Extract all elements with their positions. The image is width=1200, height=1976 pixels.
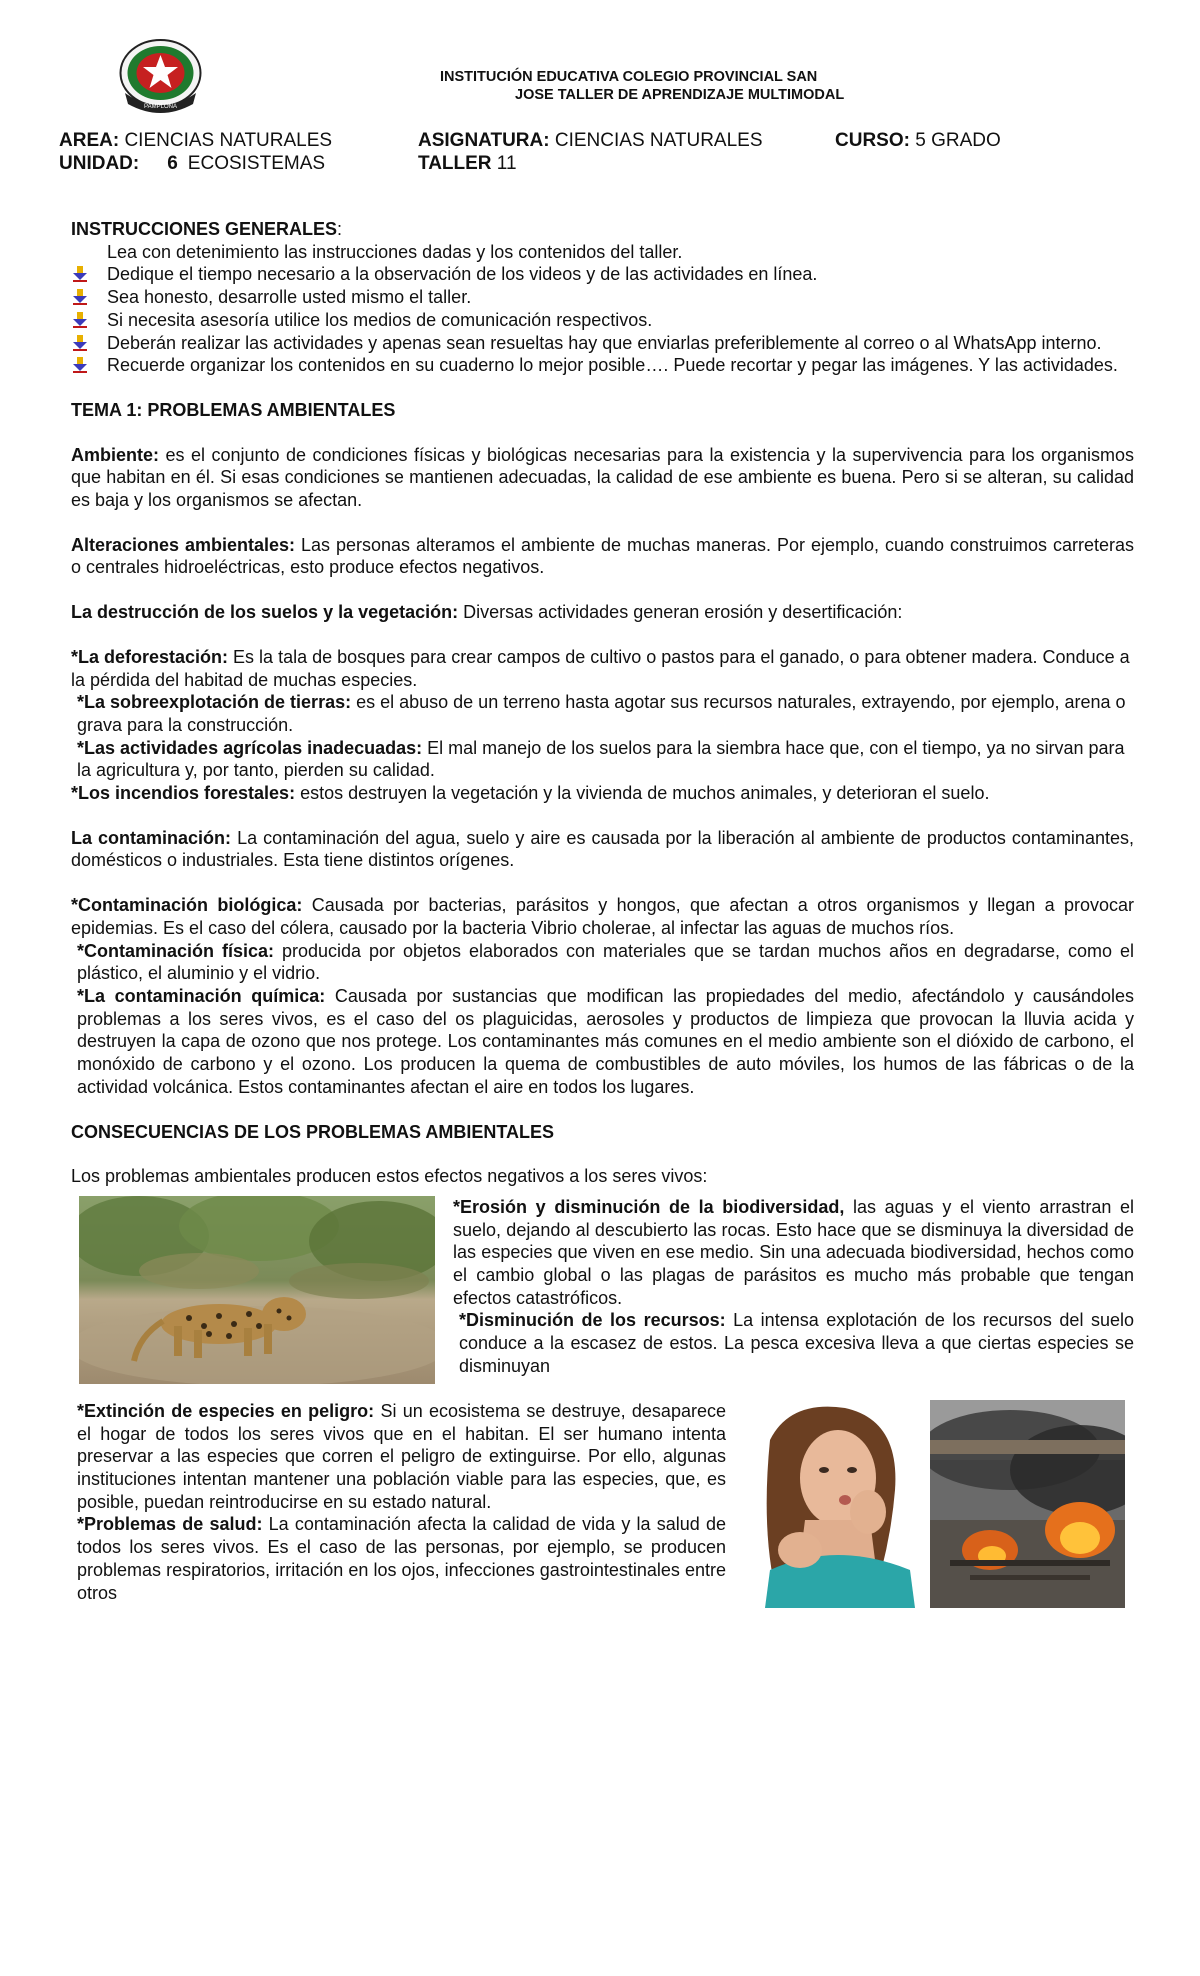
instruction-text: Recuerde organizar los contenidos en su cuaderno lo mejor posible…. Puede recortar y pegar las imágenes. Y las actividades. [107,355,1118,376]
quimica-paragraph [71,985,1134,1099]
ambiente-text: es el conjunto de condiciones físicas y biológicas necesarias para la existencia y la supervivencia para los organismos que habitan en él. Si esas condiciones se mantienen adecuadas, la calidad de ese ambiente es buena. Pero si se alteran, su calidad es baja y los organismos se afectan. [71,444,1134,511]
quimica-text: Causada por sustancias que modifican las propiedades del medio, afectándolo y causándoles problemas a los seres vivos, es el caso del os plaguicidas, aerosoles y productos de limpieza que provocan la lluvia acida y destruyen la capa de ozono que nos protege. Los contaminantes más comunes en el medio ambiente son el dióxido de carbono, el monóxido de carbono y el ozono. Los producen la quema de combustibles de auto móviles, los humos de las fábricas o de la actividad volcánica. Estos contaminantes afectan el aire en todos los lugares. [77,985,1135,1097]
destruccion-text: Diversas actividades generan erosión y desertificación: [458,602,903,623]
incendios-text: estos destruyen la vegetación y la vivienda de muchos animales, y deterioran el suelo. [295,783,990,804]
instruction-text: Dedique el tiempo necesario a la observación de los videos y de las actividades en línea. [107,264,818,285]
instructions-intro: Lea con detenimiento las instrucciones dadas y los contenidos del taller. [107,241,683,262]
school-logo [113,38,208,116]
logo-text-bottom: PAMPLONA [144,104,177,110]
taller-value: 11 [491,153,517,174]
incendios-label: *Los incendios forestales: [71,783,296,804]
extincion-label: *Extinción de especies en peligro: [77,1400,375,1421]
unidad-value: ECOSISTEMAS [187,153,326,174]
biologica-label: *Contaminación biológica: [71,895,303,916]
institution-line-2: JOSE TALLER DE APRENDIZAJE MULTIMODAL [515,87,845,103]
fisica-label: *Contaminación física: [77,940,275,961]
asignatura-value: CIENCIAS NATURALES [549,130,763,151]
unidad-label: UNIDAD: [59,153,140,174]
erosion-label: *Erosión y disminución de la biodiversidad, [453,1196,845,1217]
consecuencias-title: CONSECUENCIAS DE LOS PROBLEMAS AMBIENTALES [71,1121,555,1142]
extincion-text-block [71,1400,726,1604]
contaminacion-paragraph [71,827,1134,872]
curso-label: CURSO: [835,130,910,151]
biologica-text: Causada por bacterias, parásitos y hongos, que afectan a otros organismos y llegan a provocar epidemias. Es el caso del cólera, causado por la bacteria Vibrio cholerae, al infectar las aguas de muchos ríos. [71,895,1134,938]
destruccion-paragraph [71,601,1134,624]
agricolas-text: El mal manejo de los suelos para la siembra hace que, con el tiempo, ya no sirvan para la agricultura y, por tanto, pierden su calidad. [77,737,1125,781]
list-item [71,332,1134,355]
instruction-text: Sea honesto, desarrolle usted mismo el taller. [107,287,472,308]
instructions-list [71,263,1134,377]
instructions-heading [71,218,1134,241]
unidad-number: 6 [167,153,178,174]
salud-text: La contaminación afecta la calidad de vida y la salud de todos los seres vivos. Es el caso de las personas, por ejemplo, se producen problemas respiratorios, irritación en los ojos, infecciones gastrointestinales entre otros [77,1514,726,1603]
deforestacion-text: Es la tala de bosques para crear campos de cultivo o pastos para el ganado, o para obtener madera. Conduce a la pérdida del habitad de muchas especies. [71,646,1130,690]
arrow-down-bullet-icon [73,289,87,305]
arrow-down-bullet-icon [73,357,87,373]
recursos-paragraph [453,1309,1134,1377]
agricolas-paragraph [71,737,1134,782]
erosion-text-block [453,1196,1134,1378]
curso-field [835,130,1001,152]
sobreexplotacion-paragraph [71,691,1134,736]
recursos-label: *Disminución de los recursos: [459,1310,726,1331]
instructions-title-suffix: : [337,219,343,239]
area-field [59,130,332,152]
institution-name [440,68,844,104]
tema-1-title: TEMA 1: PROBLEMAS AMBIENTALES [71,399,396,420]
fisica-paragraph [71,940,1134,985]
pollution-fire-photo [930,1400,1125,1608]
erosion-paragraph [453,1196,1134,1310]
contaminacion-label: La contaminación: [71,827,232,848]
sobreexplotacion-label: *La sobreexplotación de tierras: [77,692,352,713]
list-item [71,309,1134,332]
taller-field [418,153,517,175]
extincion-text: Si un ecosistema se destruye, desaparece el hogar de todos los seres vivos que en el habitan. El ser humano intenta preservar a las especies que corren el peligro de extinguirse. Por ello, algunas instituciones intentan mantener una población viable para las especies, que, es posible, puedan reintroducirse en su estado natural. [77,1400,726,1512]
jaguar-photo [79,1196,435,1384]
curso-value: 5 GRADO [909,130,1001,151]
instruction-text: Deberán realizar las actividades y apenas sean resueltas hay que enviarlas preferiblemente al correo o al WhatsApp interno. [107,332,1102,353]
consecuencias-intro: Los problemas ambientales producen estos efectos negativos a los seres vivos: [71,1166,708,1187]
alteraciones-text: Las personas alteramos el ambiente de muchas maneras. Por ejemplo, cuando construimos carreteras o centrales hidroeléctricas, esto produce efectos negativos. [71,534,1134,578]
deforestacion-paragraph [71,646,1134,691]
extincion-paragraph [71,1400,726,1514]
biologica-paragraph [71,894,1134,939]
arrow-down-bullet-icon [73,312,87,328]
arrow-down-bullet-icon [73,335,87,351]
asignatura-field [418,130,763,152]
instruction-text: Si necesita asesoría utilice los medios de comunicación respectivos. [107,309,653,330]
fisica-text: producida por objetos elaborados con materiales que se tardan muchos años en degradarse, como el plástico, el aluminio y el vidrio. [77,940,1134,984]
list-item [71,263,1134,286]
list-item [71,286,1134,309]
contaminacion-text: La contaminación del agua, suelo y aire es causada por la liberación al ambiente de productos contaminantes, domésticos o industriales. Esta tiene distintos orígenes. [71,827,1134,871]
institution-line-1: INSTITUCIÓN EDUCATIVA COLEGIO PROVINCIAL SAN [440,69,818,85]
salud-paragraph [71,1513,726,1604]
agricolas-label: *Las actividades agrícolas inadecuadas: [77,737,423,758]
instructions-title: INSTRUCCIONES GENERALES [71,219,338,239]
salud-label: *Problemas de salud: [77,1514,263,1535]
arrow-down-bullet-icon [73,266,87,282]
recursos-text: La intensa explotación de los recursos del suelo conduce a la escasez de estos. La pesca excesiva lleva a que ciertas especies se disminuyan [459,1310,1134,1376]
area-label: AREA: [59,130,120,151]
erosion-section [71,1196,1134,1384]
erosion-text: las aguas y el viento arrastran el suelo, dejando al descubierto las rocas. Esto hace que se disminuya la diversidad de las especies que viven en ese medio. Sin una adecuada biodiversidad, hechos como el cambio global o las plagas de parásitos es mucho más probable que tengan efectos catastróficos. [453,1196,1135,1308]
asignatura-label: ASIGNATURA: [418,130,550,151]
deforestacion-label: *La deforestación: [71,646,229,667]
extincion-section [71,1400,1134,1608]
coughing-woman-photo [750,1400,922,1608]
destruccion-label: La destrucción de los suelos y la vegetación: [71,602,459,623]
sobreexplotacion-text: es el abuso de un terreno hasta agotar sus recursos naturales, extrayendo, por ejemplo, arena o grava para la construcción. [77,692,1126,735]
ambiente-paragraph [71,444,1134,512]
taller-label: TALLER [418,153,492,174]
main-content [71,218,1134,1608]
alteraciones-label: Alteraciones ambientales: [71,534,296,555]
list-item [71,354,1134,377]
unidad-field [59,153,325,175]
area-value: CIENCIAS NATURALES [119,130,333,151]
incendios-paragraph [71,782,1134,805]
quimica-label: *La contaminación química: [77,985,326,1006]
alteraciones-paragraph [71,534,1134,579]
ambiente-label: Ambiente: [71,444,160,465]
